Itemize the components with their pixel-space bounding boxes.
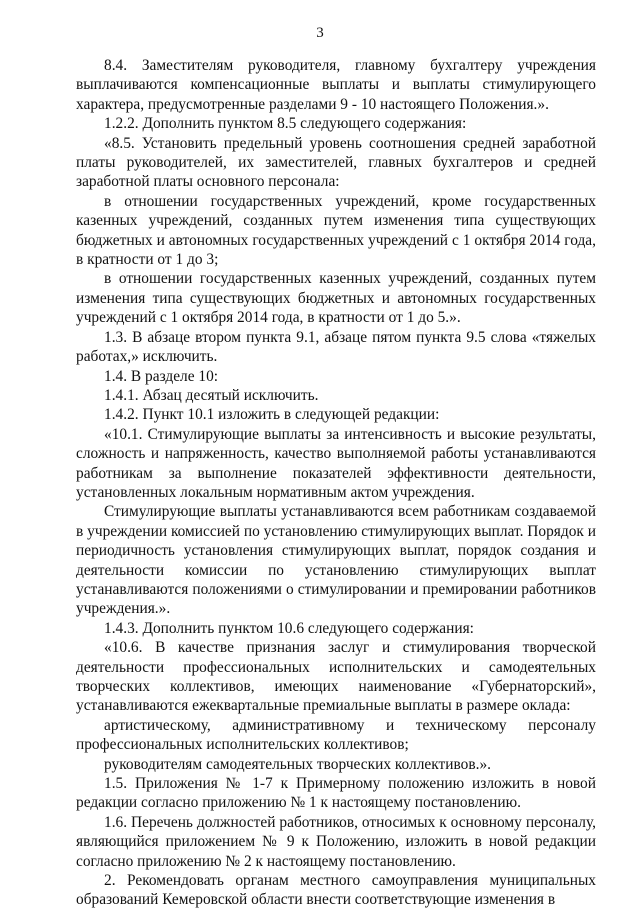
document-body <box>76 56 596 910</box>
paragraph: Стимулирующие выплаты устанавливаются всем работникам создаваемой в учреждении комиссией по установлению стимулирующих выплат. Порядок и периодичность установления стимулирующих выплат, порядок создания и деятельности комиссии по установлению стимулирующих выплат устанавливаются положениями о стимулировании и премировании работников учреждения.». <box>76 503 596 618</box>
paragraph: «8.5. Установить предельный уровень соотношения средней заработной платы руководителей, их заместителей, главных бухгалтеров и средней заработной платы основного персонала: <box>76 134 596 191</box>
paragraph: «10.1. Стимулирующие выплаты за интенсивность и высокие результаты, сложность и напряженность, качество выполняемой работы устанавливаются работникам за выполнение показателей эффективности деятельности, установленных локальным нормативным актом учреждения. <box>76 425 596 501</box>
paragraph: артистическому, административному и техническому персоналу профессиональных исполнительских коллективов; <box>76 716 596 754</box>
paragraph: руководителям самодеятельных творческих коллективов.». <box>104 755 491 773</box>
paragraph: в отношении государственных казенных учреждений, созданных путем изменения типа существующих бюджетных и автономных государственных учреждений с 1 октября 2014 года, в кратности от 1 до 5.». <box>76 270 596 327</box>
paragraph: 1.4.3. Дополнить пунктом 10.6 следующего содержания: <box>104 619 474 637</box>
paragraph: 1.5. Приложения № 1-7 к Примерному положению изложить в новой редакции согласно приложению № 1 к настоящему постановлению. <box>76 775 596 812</box>
paragraph: «10.6. В качестве признания заслуг и стимулирования творческой деятельности профессиональных исполнительских и самодеятельных творческих коллективов, имеющих наименование «Губернаторский», устанавливаются ежеквартальные премиальные выплаты в размере оклада: <box>76 639 596 715</box>
paragraph: 1.4.2. Пункт 10.1 изложить в следующей редакции: <box>104 406 440 424</box>
paragraph: 8.4. Заместителям руководителя, главному бухгалтеру учреждения выплачиваются компенсационные выплаты и выплаты стимулирующего характера, предусмотренные разделами 9 - 10 настоящего Положения.». <box>76 57 596 113</box>
paragraph: 1.2.2. Дополнить пунктом 8.5 следующего содержания: <box>104 115 467 133</box>
paragraph: 1.4.1. Абзац десятый исключить. <box>104 386 319 404</box>
paragraph: в отношении государственных учреждений, кроме государственных казенных учреждений, созданных путем изменения типа существующих бюджетных и автономных государственных учреждений с 1 октября 2014 года, в кратности от 1 до 3; <box>76 192 596 269</box>
paragraph: 2. Рекомендовать органам местного самоуправления муниципальных образований Кемеровской области внести соответствующие изменения в <box>76 872 596 909</box>
paragraph: 1.3. В абзаце втором пункта 9.1, абзаце пятом пункта 9.5 слова «тяжелых работах,» исключить. <box>76 328 596 366</box>
paragraph: 1.6. Перечень должностей работников, относимых к основному персоналу, являющийся приложением № 9 к Положению, изложить в новой редакции согласно приложению № 2 к настоящему постановлению. <box>76 813 596 870</box>
page-number: 3 <box>316 25 324 41</box>
paragraph: 1.4. В разделе 10: <box>104 367 219 385</box>
